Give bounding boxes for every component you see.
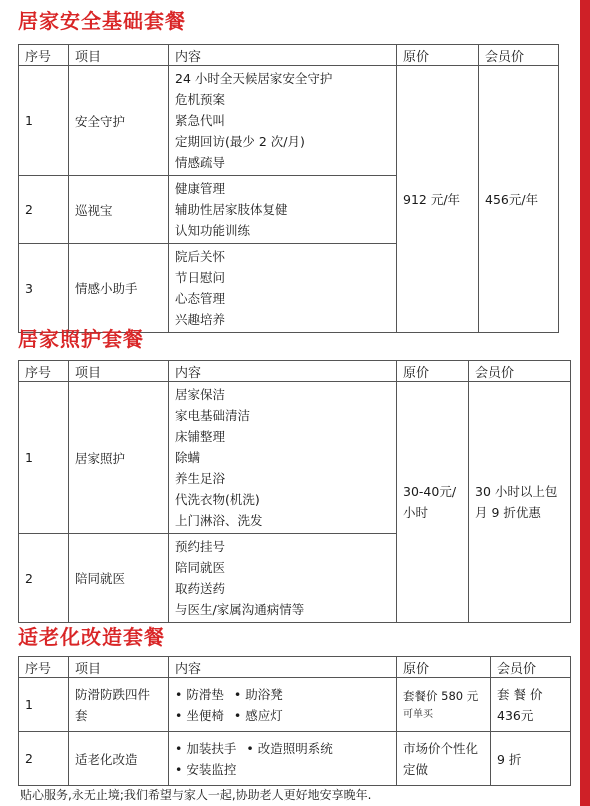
member-price-cell: 456元/年 (479, 66, 559, 333)
price-cell (397, 382, 469, 623)
header-item: 项目 (69, 361, 169, 382)
price-cell (397, 678, 491, 732)
row-number: 2 (19, 176, 69, 244)
row-number: 1 (19, 382, 69, 534)
member-price-cell: 9 折 (491, 732, 571, 786)
bullet-item: • 坐便椅 (175, 708, 224, 723)
content-line: 代洗衣物(机洗) (175, 492, 260, 507)
aging-adaptation-package-table (18, 656, 571, 786)
content-line: 24 小时全天候居家安全守护 (175, 71, 333, 86)
bullet-item: • 感应灯 (234, 708, 283, 723)
content-line (175, 738, 390, 759)
member-price-cell (469, 382, 571, 623)
bullet-item: • 助浴凳 (234, 687, 283, 702)
content-line: 危机预案 (175, 92, 226, 107)
content-line: 预约挂号 (175, 539, 226, 554)
content-line (175, 705, 390, 726)
header-no: 序号 (19, 361, 69, 382)
content-line: 健康管理 (175, 181, 226, 196)
header-content: 内容 (169, 361, 397, 382)
member-price-text: 套 餐 价 436元 (497, 686, 543, 723)
member-price-text: 30 小时以上包月 9 折优惠 (475, 484, 558, 520)
header-member-price: 会员价 (479, 45, 559, 66)
bullet-item: • 防滑垫 (175, 687, 224, 702)
table-row (19, 382, 571, 534)
footer-slogan: 贴心服务,永无止境;我们希望与家人一起,协助老人更好地安享晚年. (20, 788, 372, 802)
content-line: 辅助性居家肢体复健 (175, 202, 288, 217)
table-header-row (19, 361, 571, 382)
row-content (169, 534, 397, 623)
row-number: 2 (19, 534, 69, 623)
member-price-cell (491, 678, 571, 732)
header-price: 原价 (397, 45, 479, 66)
content-line: 节日慰问 (175, 270, 226, 285)
content-line: 心态管理 (175, 291, 226, 306)
content-line (175, 759, 390, 780)
section-title-home-safety: 居家安全基础套餐 (18, 9, 186, 33)
row-number: 3 (19, 244, 69, 333)
content-line: 院后关怀 (175, 249, 226, 264)
content-line: 家电基础清洁 (175, 408, 251, 423)
content-line: 养生足浴 (175, 471, 226, 486)
red-side-bar (580, 0, 590, 806)
header-content: 内容 (169, 45, 397, 66)
row-number: 2 (19, 732, 69, 786)
row-item: 巡视宝 (69, 176, 169, 244)
content-line: 与医生/家属沟通病情等 (175, 602, 305, 617)
price-note: 可单买 (403, 709, 433, 720)
price-text: 套餐价 580 元 (403, 689, 479, 703)
row-content (169, 244, 397, 333)
header-price: 原价 (397, 657, 491, 678)
row-item-text: 防滑防跌四件套 (75, 686, 151, 723)
price-text: 市场价个性化定做 (403, 740, 479, 777)
home-safety-package-table (18, 44, 559, 333)
row-content (169, 382, 397, 534)
table-header-row (19, 45, 559, 66)
row-content (169, 66, 397, 176)
bullet-item: • 安装监控 (175, 762, 236, 777)
row-item: 安全守护 (69, 66, 169, 176)
content-line: 陪同就医 (175, 560, 226, 575)
row-content (169, 732, 397, 786)
header-content: 内容 (169, 657, 397, 678)
header-member-price: 会员价 (469, 361, 571, 382)
content-line: 定期回访(最少 2 次/月) (175, 134, 305, 149)
row-item: 情感小助手 (69, 244, 169, 333)
row-number: 1 (19, 678, 69, 732)
content-line: 上门淋浴、洗发 (175, 513, 263, 528)
home-care-package-table (18, 360, 571, 623)
bullet-item: • 加装扶手 (175, 741, 236, 756)
row-item: 适老化改造 (69, 732, 169, 786)
row-content (169, 176, 397, 244)
row-number: 1 (19, 66, 69, 176)
table-row (19, 678, 571, 732)
table-row (19, 66, 559, 176)
price-cell (397, 732, 491, 786)
content-line: 认知功能训练 (175, 223, 251, 238)
row-content (169, 678, 397, 732)
row-item: 陪同就医 (69, 534, 169, 623)
section-title-home-care: 居家照护套餐 (18, 327, 144, 351)
content-line: 取药送药 (175, 581, 226, 596)
header-no: 序号 (19, 657, 69, 678)
row-item: 居家照护 (69, 382, 169, 534)
table-header-row (19, 657, 571, 678)
price-cell: 912 元/年 (397, 66, 479, 333)
table-row (19, 732, 571, 786)
content-line: 居家保洁 (175, 387, 226, 402)
row-item (69, 678, 169, 732)
price-text: 30-40元/小时 (403, 484, 457, 520)
content-line: 兴趣培养 (175, 312, 226, 327)
content-line (175, 684, 390, 705)
content-line: 床铺整理 (175, 429, 226, 444)
bullet-item: • 改造照明系统 (246, 741, 332, 756)
section-title-aging-adaptation: 适老化改造套餐 (18, 625, 165, 649)
header-item: 项目 (69, 657, 169, 678)
content-line: 情感疏导 (175, 155, 226, 170)
header-item: 项目 (69, 45, 169, 66)
header-price: 原价 (397, 361, 469, 382)
header-member-price: 会员价 (491, 657, 571, 678)
content-line: 紧急代叫 (175, 113, 226, 128)
header-no: 序号 (19, 45, 69, 66)
content-line: 除螨 (175, 450, 201, 465)
